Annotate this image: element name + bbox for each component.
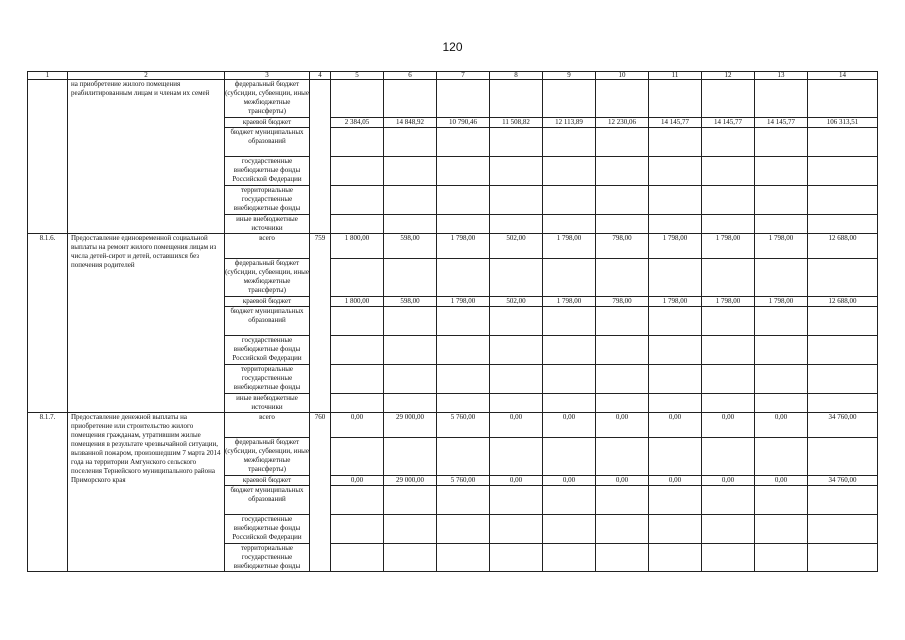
value-cell xyxy=(649,215,702,234)
value-cell xyxy=(649,307,702,336)
value-cell xyxy=(543,394,596,413)
value-cell: 0,00 xyxy=(702,413,755,438)
value-cell xyxy=(331,80,384,118)
value-cell xyxy=(384,186,437,215)
value-cell xyxy=(702,394,755,413)
value-cell xyxy=(490,80,543,118)
item-code xyxy=(310,80,331,234)
header-cell: 3 xyxy=(225,72,310,80)
value-cell xyxy=(384,365,437,394)
value-cell xyxy=(331,336,384,365)
value-cell xyxy=(808,394,878,413)
value-cell xyxy=(437,128,490,157)
value-cell xyxy=(384,157,437,186)
value-cell xyxy=(596,336,649,365)
value-cell: 0,00 xyxy=(596,476,649,486)
value-cell: 29 000,00 xyxy=(384,476,437,486)
funding-source: федеральный бюджет (субсидии, субвенции, иные межбюджетные трансферты) xyxy=(225,259,310,297)
value-cell xyxy=(808,515,878,544)
value-cell xyxy=(755,157,808,186)
value-cell xyxy=(596,544,649,572)
value-cell xyxy=(384,515,437,544)
funding-source: территориальные государственные внебюджетные фонды xyxy=(225,544,310,572)
value-cell: 0,00 xyxy=(490,413,543,438)
value-cell xyxy=(437,394,490,413)
budget-table xyxy=(27,71,878,572)
funding-source: территориальные государственные внебюджетные фонды xyxy=(225,365,310,394)
header-cell: 8 xyxy=(490,72,543,80)
value-cell: 1 798,00 xyxy=(702,234,755,259)
value-cell xyxy=(808,307,878,336)
value-cell xyxy=(543,486,596,515)
funding-source: иные внебюджетные источники xyxy=(225,215,310,234)
value-cell xyxy=(331,394,384,413)
header-cell: 11 xyxy=(649,72,702,80)
value-cell: 1 798,00 xyxy=(649,297,702,307)
value-cell xyxy=(437,259,490,297)
value-cell xyxy=(490,394,543,413)
value-cell: 502,00 xyxy=(490,234,543,259)
funding-source: краевой бюджет xyxy=(225,118,310,128)
value-cell xyxy=(543,336,596,365)
item-number xyxy=(28,80,68,234)
value-cell xyxy=(702,307,755,336)
value-cell: 29 000,00 xyxy=(384,413,437,438)
value-cell xyxy=(384,215,437,234)
value-cell xyxy=(437,215,490,234)
table-row xyxy=(28,413,878,438)
value-cell xyxy=(755,438,808,476)
value-cell xyxy=(437,336,490,365)
funding-source: иные внебюджетные источники xyxy=(225,394,310,413)
value-cell xyxy=(702,128,755,157)
value-cell xyxy=(384,544,437,572)
value-cell xyxy=(543,365,596,394)
table-row xyxy=(28,80,878,118)
value-cell xyxy=(543,307,596,336)
value-cell xyxy=(437,515,490,544)
value-cell xyxy=(543,215,596,234)
value-cell: 14 848,92 xyxy=(384,118,437,128)
value-cell: 34 760,00 xyxy=(808,476,878,486)
item-description: Предоставление денежной выплаты на приобретение или строительство жилого помещения гражданам, утратившим жилые помещения в результате чрезвычайной ситуации, вызванной пожаром, произошедшим 7 марта 2014 года на территории Амгунского сельского поселения Тернейского муниципального района Приморского края xyxy=(68,413,225,572)
value-cell xyxy=(702,544,755,572)
value-cell: 0,00 xyxy=(543,413,596,438)
value-cell xyxy=(384,486,437,515)
funding-source: государственные внебюджетные фонды Российской Федерации xyxy=(225,336,310,365)
value-cell xyxy=(702,186,755,215)
value-cell xyxy=(543,259,596,297)
value-cell xyxy=(596,259,649,297)
header-cell: 7 xyxy=(437,72,490,80)
value-cell xyxy=(808,336,878,365)
value-cell xyxy=(490,515,543,544)
header-cell: 14 xyxy=(808,72,878,80)
value-cell xyxy=(596,394,649,413)
value-cell xyxy=(649,157,702,186)
value-cell: 1 798,00 xyxy=(543,297,596,307)
funding-source: бюджет муниципальных образований xyxy=(225,128,310,157)
value-cell: 598,00 xyxy=(384,297,437,307)
value-cell xyxy=(331,157,384,186)
value-cell xyxy=(702,259,755,297)
value-cell xyxy=(755,186,808,215)
value-cell xyxy=(596,80,649,118)
item-description: Предоставление единовременной социальной выплаты на ремонт жилого помещения лицам из числа детей-сирот и детей, оставшихся без попечения родителей xyxy=(68,234,225,413)
value-cell xyxy=(808,544,878,572)
value-cell: 0,00 xyxy=(755,476,808,486)
header-row xyxy=(28,72,878,80)
value-cell xyxy=(384,80,437,118)
value-cell xyxy=(649,365,702,394)
value-cell xyxy=(490,438,543,476)
funding-source: федеральный бюджет (субсидии, субвенции, иные межбюджетные трансферты) xyxy=(225,80,310,118)
value-cell: 2 384,05 xyxy=(331,118,384,128)
value-cell xyxy=(384,438,437,476)
value-cell: 12 688,00 xyxy=(808,234,878,259)
value-cell xyxy=(543,544,596,572)
value-cell: 0,00 xyxy=(543,476,596,486)
value-cell xyxy=(384,128,437,157)
value-cell xyxy=(596,128,649,157)
value-cell xyxy=(755,128,808,157)
value-cell xyxy=(808,80,878,118)
value-cell: 0,00 xyxy=(702,476,755,486)
value-cell: 0,00 xyxy=(649,476,702,486)
value-cell: 0,00 xyxy=(755,413,808,438)
value-cell xyxy=(702,336,755,365)
value-cell: 1 800,00 xyxy=(331,234,384,259)
value-cell xyxy=(649,336,702,365)
header-cell: 13 xyxy=(755,72,808,80)
value-cell: 11 508,82 xyxy=(490,118,543,128)
funding-source: бюджет муниципальных образований xyxy=(225,307,310,336)
value-cell xyxy=(755,259,808,297)
value-cell xyxy=(755,215,808,234)
value-cell xyxy=(490,307,543,336)
value-cell xyxy=(755,80,808,118)
value-cell xyxy=(331,186,384,215)
header-cell: 9 xyxy=(543,72,596,80)
item-number: 8.1.7. xyxy=(28,413,68,572)
value-cell: 106 313,51 xyxy=(808,118,878,128)
value-cell xyxy=(755,336,808,365)
item-description: на приобретение жилого помещения реабилитированным лицам и членам их семей xyxy=(68,80,225,234)
value-cell xyxy=(384,259,437,297)
value-cell xyxy=(490,186,543,215)
value-cell xyxy=(437,365,490,394)
funding-source: краевой бюджет xyxy=(225,297,310,307)
value-cell xyxy=(596,215,649,234)
value-cell: 14 145,77 xyxy=(755,118,808,128)
value-cell xyxy=(649,394,702,413)
value-cell xyxy=(596,486,649,515)
value-cell xyxy=(755,544,808,572)
value-cell: 1 798,00 xyxy=(437,234,490,259)
value-cell xyxy=(808,186,878,215)
value-cell xyxy=(490,259,543,297)
value-cell: 0,00 xyxy=(331,413,384,438)
value-cell xyxy=(543,157,596,186)
value-cell xyxy=(649,515,702,544)
value-cell xyxy=(649,80,702,118)
value-cell: 1 798,00 xyxy=(437,297,490,307)
value-cell xyxy=(755,365,808,394)
value-cell xyxy=(702,515,755,544)
value-cell xyxy=(490,365,543,394)
value-cell xyxy=(649,259,702,297)
value-cell: 598,00 xyxy=(384,234,437,259)
funding-source: государственные внебюджетные фонды Российской Федерации xyxy=(225,515,310,544)
value-cell xyxy=(331,486,384,515)
value-cell xyxy=(543,515,596,544)
value-cell xyxy=(649,128,702,157)
value-cell xyxy=(331,128,384,157)
value-cell xyxy=(649,544,702,572)
value-cell xyxy=(755,486,808,515)
value-cell xyxy=(490,544,543,572)
value-cell xyxy=(596,438,649,476)
value-cell xyxy=(437,544,490,572)
value-cell xyxy=(596,157,649,186)
value-cell: 12 113,89 xyxy=(543,118,596,128)
header-cell: 2 xyxy=(68,72,225,80)
value-cell xyxy=(808,215,878,234)
value-cell xyxy=(490,157,543,186)
value-cell xyxy=(596,515,649,544)
value-cell: 34 760,00 xyxy=(808,413,878,438)
value-cell: 1 800,00 xyxy=(331,297,384,307)
value-cell: 12 230,06 xyxy=(596,118,649,128)
header-cell: 6 xyxy=(384,72,437,80)
value-cell xyxy=(755,394,808,413)
table-row xyxy=(28,234,878,259)
value-cell xyxy=(331,515,384,544)
value-cell xyxy=(384,307,437,336)
value-cell xyxy=(808,128,878,157)
value-cell xyxy=(755,515,808,544)
funding-source: всего xyxy=(225,234,310,259)
value-cell: 1 798,00 xyxy=(543,234,596,259)
value-cell: 5 760,00 xyxy=(437,413,490,438)
page-number: 120 xyxy=(442,40,463,54)
value-cell xyxy=(543,438,596,476)
value-cell xyxy=(331,215,384,234)
value-cell xyxy=(596,365,649,394)
value-cell: 0,00 xyxy=(649,413,702,438)
header-cell: 1 xyxy=(28,72,68,80)
value-cell xyxy=(702,486,755,515)
value-cell xyxy=(702,438,755,476)
value-cell xyxy=(755,307,808,336)
value-cell: 798,00 xyxy=(596,234,649,259)
value-cell xyxy=(490,128,543,157)
value-cell xyxy=(437,186,490,215)
value-cell xyxy=(649,186,702,215)
value-cell xyxy=(702,215,755,234)
value-cell xyxy=(331,544,384,572)
value-cell: 0,00 xyxy=(490,476,543,486)
value-cell: 502,00 xyxy=(490,297,543,307)
value-cell: 12 688,00 xyxy=(808,297,878,307)
value-cell xyxy=(702,157,755,186)
value-cell xyxy=(649,486,702,515)
value-cell xyxy=(543,186,596,215)
value-cell: 1 798,00 xyxy=(649,234,702,259)
value-cell xyxy=(808,259,878,297)
value-cell xyxy=(808,365,878,394)
value-cell: 5 760,00 xyxy=(437,476,490,486)
value-cell: 0,00 xyxy=(596,413,649,438)
item-code: 760 xyxy=(310,413,331,572)
header-cell: 4 xyxy=(310,72,331,80)
value-cell xyxy=(331,259,384,297)
value-cell xyxy=(596,186,649,215)
value-cell xyxy=(437,80,490,118)
value-cell: 10 790,46 xyxy=(437,118,490,128)
value-cell xyxy=(437,486,490,515)
value-cell: 798,00 xyxy=(596,297,649,307)
value-cell xyxy=(437,438,490,476)
value-cell xyxy=(331,307,384,336)
value-cell xyxy=(649,438,702,476)
value-cell xyxy=(384,394,437,413)
value-cell xyxy=(543,128,596,157)
value-cell xyxy=(384,336,437,365)
value-cell xyxy=(596,307,649,336)
value-cell xyxy=(490,336,543,365)
value-cell xyxy=(702,80,755,118)
funding-source: государственные внебюджетные фонды Российской Федерации xyxy=(225,157,310,186)
value-cell: 1 798,00 xyxy=(755,297,808,307)
value-cell xyxy=(808,438,878,476)
funding-source: всего xyxy=(225,413,310,438)
funding-source: федеральный бюджет (субсидии, субвенции, иные межбюджетные трансферты) xyxy=(225,438,310,476)
funding-source: территориальные государственные внебюджетные фонды xyxy=(225,186,310,215)
value-cell xyxy=(702,365,755,394)
funding-source: бюджет муниципальных образований xyxy=(225,486,310,515)
header-cell: 12 xyxy=(702,72,755,80)
value-cell xyxy=(543,80,596,118)
value-cell: 14 145,77 xyxy=(702,118,755,128)
value-cell xyxy=(437,307,490,336)
value-cell: 14 145,77 xyxy=(649,118,702,128)
value-cell xyxy=(437,157,490,186)
value-cell: 1 798,00 xyxy=(702,297,755,307)
value-cell xyxy=(490,215,543,234)
value-cell: 1 798,00 xyxy=(755,234,808,259)
value-cell xyxy=(331,365,384,394)
value-cell xyxy=(331,438,384,476)
item-number: 8.1.6. xyxy=(28,234,68,413)
item-code: 759 xyxy=(310,234,331,413)
value-cell xyxy=(808,486,878,515)
value-cell xyxy=(808,157,878,186)
header-cell: 5 xyxy=(331,72,384,80)
value-cell xyxy=(490,486,543,515)
funding-source: краевой бюджет xyxy=(225,476,310,486)
value-cell: 0,00 xyxy=(331,476,384,486)
header-cell: 10 xyxy=(596,72,649,80)
